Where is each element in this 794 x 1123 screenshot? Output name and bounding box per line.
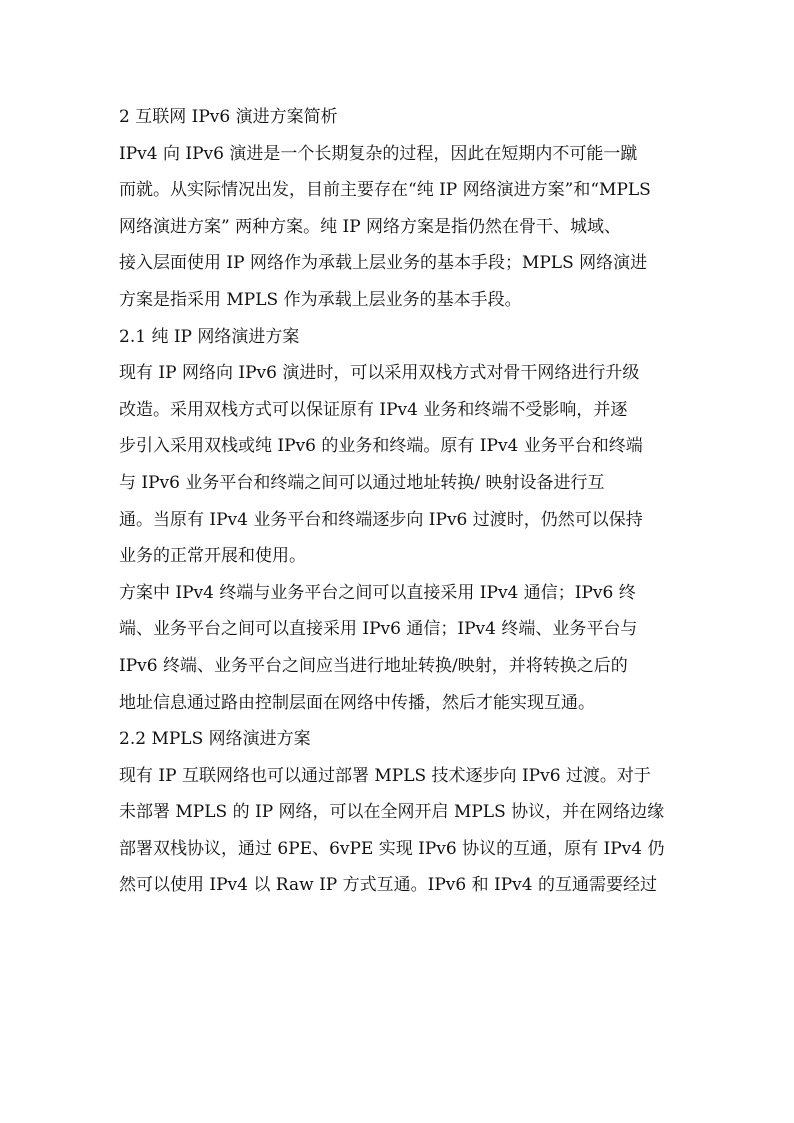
paragraph-dual-stack bbox=[119, 355, 679, 575]
text-line: 现有 IP 互联网络也可以通过部署 MPLS 技术逐步向 IPv6 过渡。对于 bbox=[119, 765, 651, 786]
paragraph-intro bbox=[119, 136, 679, 319]
text-line: 端、业务平台之间可以直接采用 IPv6 通信；IPv4 终端、业务平台与 bbox=[119, 619, 638, 640]
text-line: 地址信息通过路由控制层面在网络中传播，然后才能实现互通。 bbox=[119, 692, 595, 713]
text-line: 与 IPv6 业务平台和终端之间可以通过地址转换/ 映射设备进行互 bbox=[119, 472, 605, 493]
text-line: 通。当原有 IPv4 业务平台和终端逐步向 IPv6 过渡时，仍然可以保持 bbox=[119, 509, 643, 530]
text-line: 步引入采用双栈或纯 IPv6 的业务和终端。原有 IPv4 业务平台和终端 bbox=[119, 436, 643, 457]
text-line: 而就。从实际情况出发，目前主要存在“纯 IP 网络演进方案”和“MPLS bbox=[119, 180, 651, 201]
text-line: 部署双栈协议，通过 6PE、6vPE 实现 IPv6 协议的互通，原有 IPv4 仍 bbox=[119, 838, 665, 859]
paragraph-interworking bbox=[119, 575, 679, 721]
text-line: 方案是指采用 MPLS 作为承载上层业务的基本手段。 bbox=[119, 289, 522, 310]
text-line: 改造。采用双栈方式可以保证原有 IPv4 业务和终端不受影响，并逐 bbox=[119, 399, 628, 420]
text-line: IPv4 向 IPv6 演进是一个长期复杂的过程，因此在短期内不可能一蹴 bbox=[119, 143, 638, 164]
text-line: 现有 IP 网络向 IPv6 演进时，可以采用双栈方式对骨干网络进行升级 bbox=[119, 363, 640, 384]
section-heading-2-1: 2.1 纯 IP 网络演进方案 bbox=[119, 326, 300, 347]
text-line: 网络演进方案” 两种方案。纯 IP 网络方案是指仍然在骨干、城域、 bbox=[119, 216, 622, 237]
section-heading-2: 2 互联网 IPv6 演进方案简析 bbox=[119, 107, 338, 127]
text-line: 接入层面使用 IP 网络作为承载上层业务的基本手段；MPLS 网络演进 bbox=[119, 253, 648, 274]
text-line: 方案中 IPv4 终端与业务平台之间可以直接采用 IPv4 通信；IPv6 终 bbox=[119, 582, 636, 603]
text-line: 然可以使用 IPv4 以 Raw IP 方式互通。IPv6 和 IPv4 的互通需要经过 bbox=[119, 875, 657, 896]
section-heading-2-2: 2.2 MPLS 网络演进方案 bbox=[119, 729, 311, 750]
document-body bbox=[119, 99, 679, 904]
paragraph-mpls bbox=[119, 758, 679, 904]
text-line: 业务的正常开展和使用。 bbox=[119, 546, 306, 567]
text-line: 未部署 MPLS 的 IP 网络，可以在全网开启 MPLS 协议，并在网络边缘 bbox=[119, 802, 665, 823]
text-line: IPv6 终端、业务平台之间应当进行地址转换/映射，并将转换之后的 bbox=[119, 655, 628, 676]
